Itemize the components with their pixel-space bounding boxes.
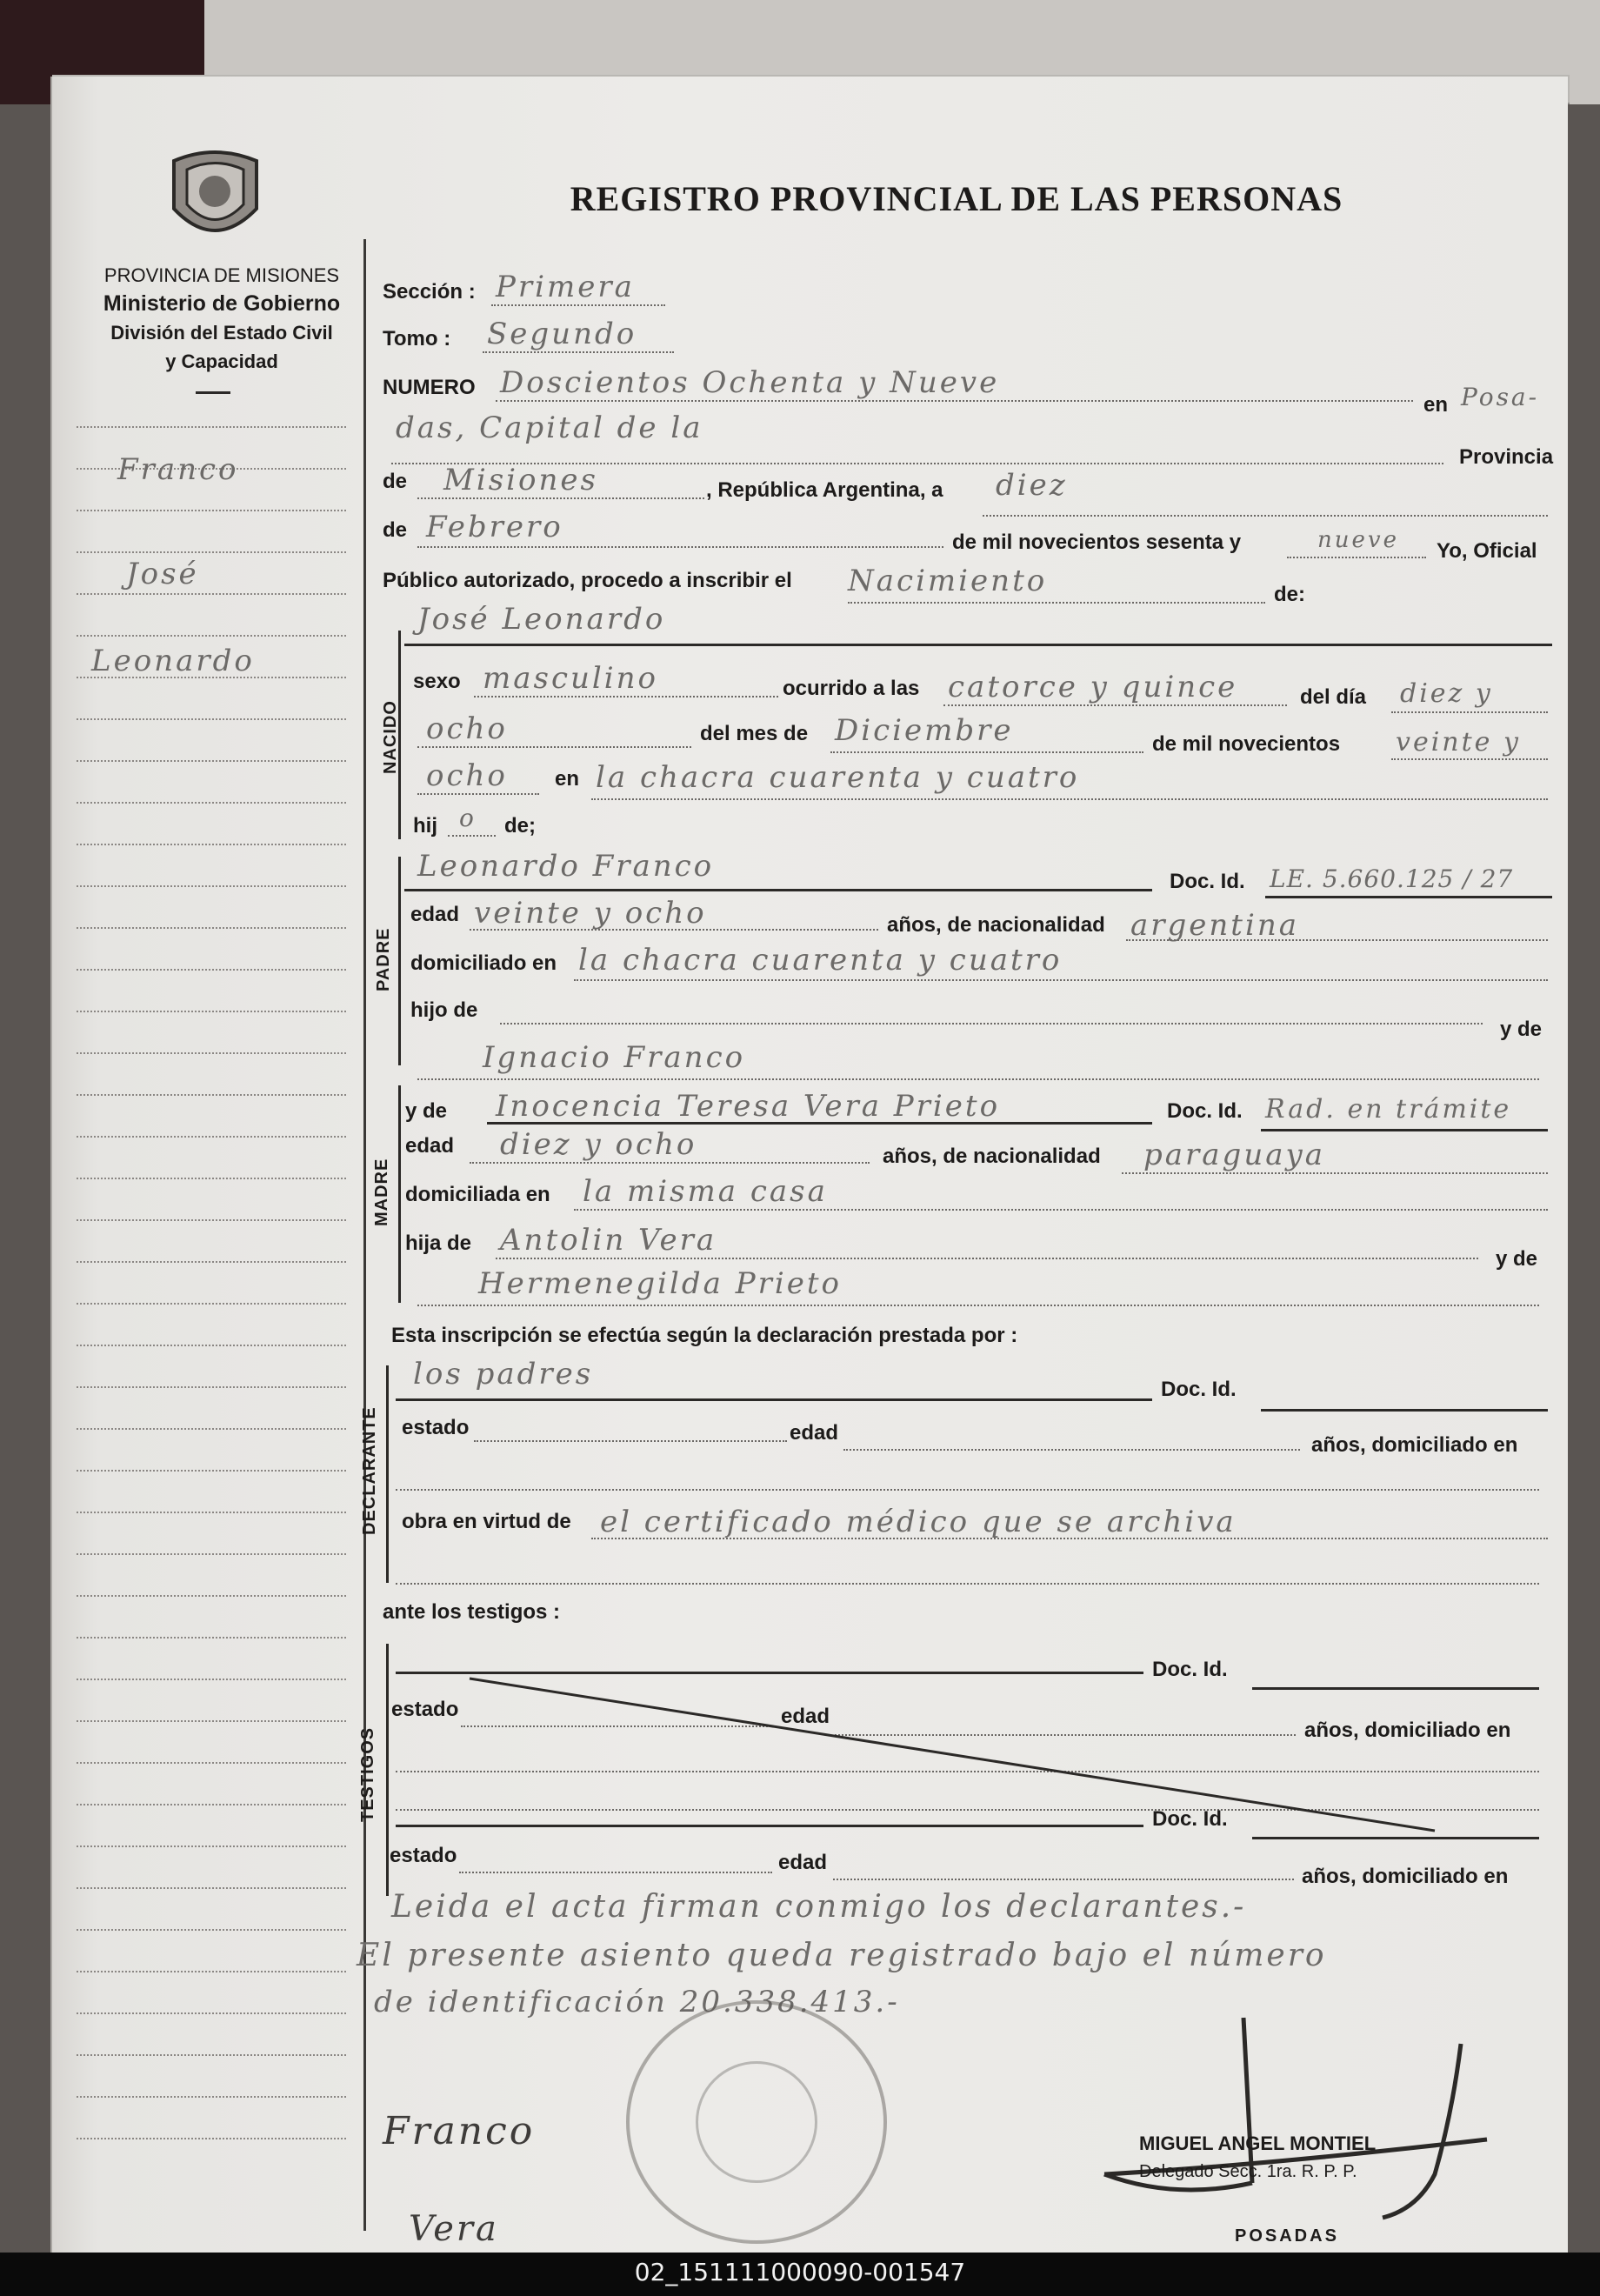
label-madre-doc: Doc. Id. bbox=[1167, 1099, 1243, 1123]
value-madre-hija-de-2: Hermenegilda Prieto bbox=[478, 1266, 843, 1301]
label-nacido: NACIDO bbox=[381, 700, 400, 774]
label-en: en bbox=[1423, 393, 1449, 417]
signature-franco: Franco bbox=[383, 2109, 536, 2153]
value-dia-nac-1: diez y bbox=[1400, 678, 1493, 709]
stamp-name: MIGUEL ANGEL MONTIEL bbox=[1139, 2132, 1377, 2154]
value-sexo: masculino bbox=[483, 661, 659, 696]
org-line-province: PROVINCIA DE MISIONES bbox=[103, 264, 340, 286]
label-en-lugar: en bbox=[555, 767, 580, 791]
value-madre-nac: paraguaya bbox=[1143, 1138, 1325, 1172]
org-line-ministry: Ministerio de Gobierno bbox=[103, 291, 341, 316]
value-padre-nombre: Leonardo Franco bbox=[417, 849, 715, 884]
footer-document-id: 02_151111000090-001547 bbox=[634, 2258, 966, 2286]
label-padre-dom: domiciliado en bbox=[410, 951, 557, 975]
label-madre: MADRE bbox=[372, 1158, 391, 1226]
label-testigos: TESTIGOS bbox=[358, 1726, 377, 1822]
value-mes-nac: Diciembre bbox=[835, 713, 1014, 748]
value-city-1: Posa- bbox=[1461, 383, 1540, 411]
note-line-2: El presente asiento queda registrado bajo el número bbox=[357, 1938, 1327, 1973]
label-madre-nac: años, de nacionalidad bbox=[883, 1145, 1101, 1168]
label-tomo: Tomo : bbox=[383, 327, 451, 350]
document-title: REGISTRO PROVINCIAL DE LAS PERSONAS bbox=[570, 179, 1343, 218]
label-publico: Público autorizado, procedo a inscribir el bbox=[383, 569, 792, 592]
value-padre-nac: argentina bbox=[1130, 908, 1300, 943]
label-mil-novecientos-sesenta: de mil novecientos sesenta y bbox=[952, 531, 1242, 554]
value-madre-hija-de: Antolin Vera bbox=[500, 1223, 717, 1258]
label-de-semicolon: de; bbox=[504, 814, 536, 838]
value-madre-nombre: Inocencia Teresa Vera Prieto bbox=[496, 1089, 1001, 1124]
value-nombre: José Leonardo bbox=[417, 602, 666, 637]
official-signature-scribble bbox=[1000, 2000, 1522, 2226]
label-ocurrido: ocurrido a las bbox=[783, 677, 920, 700]
sidebar-surname: Franco bbox=[117, 452, 239, 487]
label-seccion: Sección : bbox=[383, 280, 476, 304]
value-dia-nac-2: ocho bbox=[426, 711, 508, 746]
label-padre-y-de: y de bbox=[1500, 1018, 1543, 1041]
label-testigo-1-estado: estado bbox=[391, 1698, 459, 1721]
label-obra: obra en virtud de bbox=[402, 1510, 571, 1533]
label-hij: hij bbox=[413, 814, 437, 838]
label-declarante-domiciliado: años, domiciliado en bbox=[1311, 1433, 1518, 1457]
stamp-city: POSADAS bbox=[1235, 2226, 1339, 2246]
value-numero: Doscientos Ochenta y Nueve bbox=[500, 365, 1000, 400]
label-madre-dom: domiciliada en bbox=[405, 1183, 550, 1206]
value-provincia: Misiones bbox=[443, 463, 598, 497]
label-padre-nac: años, de nacionalidad bbox=[887, 913, 1105, 937]
signature-vera: Vera bbox=[409, 2209, 499, 2249]
round-seal-inner bbox=[696, 2061, 817, 2183]
label-testigo-2-doc: Doc. Id. bbox=[1152, 1807, 1228, 1831]
value-seccion: Primera bbox=[496, 270, 635, 304]
label-testigo-2-domiciliado: años, domiciliado en bbox=[1302, 1865, 1509, 1888]
value-acto: Nacimiento bbox=[848, 564, 1048, 598]
label-sexo: sexo bbox=[413, 670, 461, 693]
label-madre-y-de-2: y de bbox=[1496, 1247, 1538, 1271]
label-provincia: Provincia bbox=[1459, 445, 1554, 469]
label-ante-testigos: ante los testigos : bbox=[383, 1600, 561, 1624]
value-padre-edad: veinte y ocho bbox=[474, 896, 707, 931]
org-line-division: División del Estado Civil bbox=[110, 322, 333, 344]
value-padre-doc: LE. 5.660.125 / 27 bbox=[1270, 864, 1514, 893]
label-de: de bbox=[383, 470, 408, 493]
sidebar-given-name-2: Leonardo bbox=[91, 644, 255, 678]
label-del-dia: del día bbox=[1300, 685, 1367, 709]
label-de-colon: de: bbox=[1274, 583, 1305, 606]
value-lugar-nac: la chacra cuarenta y cuatro bbox=[596, 760, 1080, 795]
value-tomo: Segundo bbox=[487, 317, 637, 351]
label-declarante: DECLARANTE bbox=[360, 1406, 379, 1535]
value-city-2: das, Capital de la bbox=[396, 410, 703, 445]
note-line-3: de identificación 20.338.413.- bbox=[374, 1985, 900, 2019]
label-esta-inscripcion: Esta inscripción se efectúa según la declaración prestada por : bbox=[391, 1324, 1018, 1347]
label-testigo-1-edad: edad bbox=[781, 1705, 830, 1728]
label-testigo-2-edad: edad bbox=[778, 1851, 828, 1874]
value-hij-suffix: o bbox=[459, 804, 477, 832]
value-hora: catorce y quince bbox=[948, 670, 1238, 704]
stamp-title: Delegado Secc. 1ra. R. P. P. bbox=[1139, 2162, 1357, 2181]
value-madre-doc: Rad. en trámite bbox=[1265, 1094, 1512, 1125]
label-de-mil-novecientos: de mil novecientos bbox=[1152, 732, 1341, 756]
value-anio: nueve bbox=[1317, 527, 1399, 553]
value-padre-dom: la chacra cuarenta y cuatro bbox=[578, 943, 1063, 978]
sidebar-given-name-1: José bbox=[126, 557, 199, 591]
value-dia: diez bbox=[996, 468, 1068, 503]
org-line-capacity: y Capacidad bbox=[165, 350, 278, 372]
label-republica: , República Argentina, a bbox=[706, 478, 943, 502]
label-madre-edad: edad bbox=[405, 1134, 455, 1158]
label-numero: NUMERO bbox=[383, 376, 476, 399]
label-testigo-1-doc: Doc. Id. bbox=[1152, 1658, 1228, 1681]
value-mes: Febrero bbox=[426, 510, 563, 544]
label-madre-y-de: y de bbox=[405, 1099, 448, 1123]
label-padre-edad: edad bbox=[410, 903, 460, 926]
label-de-mes: de bbox=[383, 518, 408, 542]
label-testigo-1-domiciliado: años, domiciliado en bbox=[1304, 1719, 1511, 1742]
label-padre-doc: Doc. Id. bbox=[1170, 870, 1245, 893]
label-padre: PADRE bbox=[374, 927, 393, 991]
value-declarante: los padres bbox=[413, 1357, 594, 1392]
label-del-mes: del mes de bbox=[700, 722, 809, 745]
label-declarante-doc: Doc. Id. bbox=[1161, 1378, 1237, 1401]
value-padre-hijo-de-2: Ignacio Franco bbox=[483, 1040, 746, 1075]
value-obra: el certificado médico que se archiva bbox=[600, 1505, 1237, 1539]
value-anio-nac-2: ocho bbox=[426, 758, 508, 793]
value-anio-nac-1: veinte y bbox=[1396, 727, 1521, 758]
label-declarante-estado: estado bbox=[402, 1416, 470, 1439]
label-yo-oficial: Yo, Oficial bbox=[1437, 539, 1537, 563]
value-madre-edad: diez y ocho bbox=[500, 1127, 697, 1162]
note-line-1: Leida el acta firman conmigo los declarantes.- bbox=[391, 1889, 1247, 1925]
value-madre-dom: la misma casa bbox=[583, 1174, 828, 1209]
label-declarante-edad: edad bbox=[790, 1421, 839, 1445]
label-padre-hijo-de: hijo de bbox=[410, 998, 478, 1022]
label-madre-hija-de: hija de bbox=[405, 1231, 472, 1255]
label-testigo-2-estado: estado bbox=[390, 1844, 457, 1867]
